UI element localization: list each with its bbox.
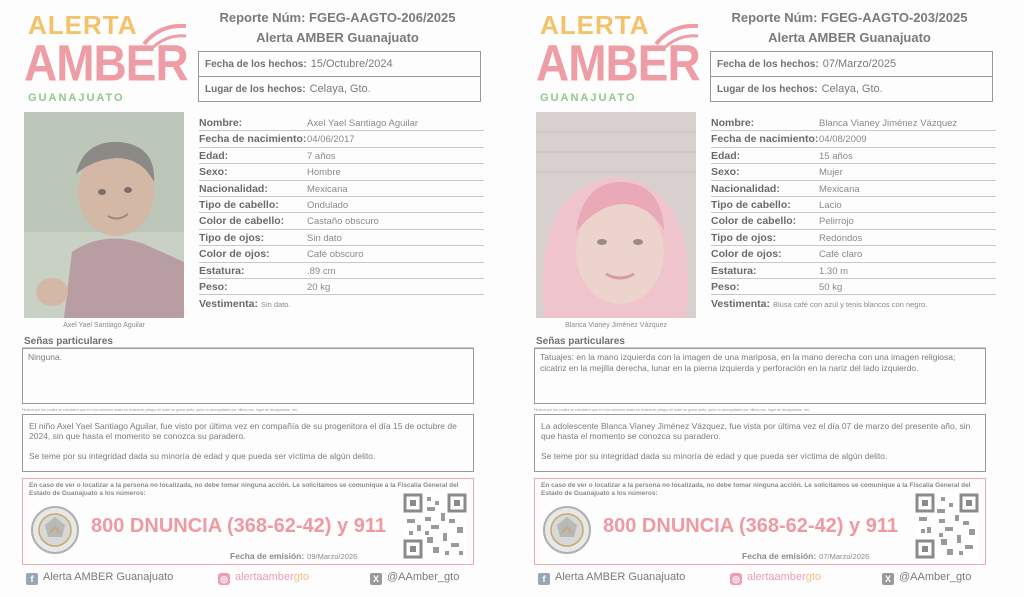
qr-code-icon[interactable] [915,493,979,559]
narrative-text: La adolescente Blanca Vianey Jiménez Vázquez, fue vista por última vez el día 07 de marzo del presente año, sin que hasta el momento se conozca su paradero. [541,421,971,441]
fine-print: Hechos por los cuales se considera que el o los menores están en inminente peligro de sufrir un grave daño, quien lo acompañaba por última vez, lugar de desaparición, etc. [22,408,299,412]
facts-box [710,51,993,102]
facts-box [198,51,481,102]
field-row: Tipo de cabello: Ondulado [199,197,484,213]
personal-data [711,115,996,295]
narrative-warning: Se teme por su integridad dada su minoría de edad y que pueda ser víctima de algún delito. [29,451,376,461]
alert-poster-blanca [512,0,1024,597]
field-row: Fecha de nacimiento: 04/06/2017 [199,131,484,147]
fecha-hechos-value: 15/Octubre/2024 [310,58,393,70]
senas-box: Ninguna. [22,348,474,404]
field-row: Peso: 20 kg [199,279,484,295]
field-row: Nacionalidad: Mexicana [711,181,996,197]
field-row: Tipo de cabello: Lacio [711,197,996,213]
program-title: Alerta AMBER Guanajuato [256,30,419,45]
instagram-icon: ◎ [730,573,742,585]
x-link[interactable]: X @AAmber_gto [370,571,459,585]
footer [22,567,482,589]
field-row: Tipo de ojos: Sin dato [199,230,484,246]
instagram-icon: ◎ [218,573,230,585]
lugar-value: Celaya, Gto. [309,83,371,95]
hotline-number: 800 DNUNCIA (368-62-42) y 911 [603,515,898,537]
narrative-text: El niño Axel Yael Santiago Aguilar, fue visto por última vez en compañía de su progenitora el día 15 de octubre de 2024, sin que hasta el momento se conozca su paradero. [29,421,457,441]
fecha-hechos-label: Fecha de los hechos: [717,59,819,70]
x-icon: X [370,573,382,585]
narrative-box [534,414,986,472]
x-icon: X [882,573,894,585]
emision-date: Fecha de emisión: 07/Marzo/2026 [742,551,870,561]
facebook-link[interactable]: f Alerta AMBER Guanajuato [26,571,173,585]
field-row: Estatura: .89 cm [199,263,484,279]
report-number: Reporte Núm: FGEG-AAGTO-206/2025 [219,10,456,25]
report-number: Reporte Núm: FGEG-AAGTO-203/2025 [731,10,968,25]
fine-print: Hechos por los cuales se considera que el o los menores están en inminente peligro de sufrir un grave daño, quien lo acompañaba por última vez, lugar de desaparición, etc. [534,408,811,412]
emision-date: Fecha de emisión: 09/Marzo/2026 [230,551,358,561]
facebook-icon: f [538,573,550,585]
field-row: Sexo: Hombre [199,164,484,180]
vestimenta: Vestimenta: Sin dato. [199,298,291,310]
field-row: Color de ojos: Café obscuro [199,246,484,262]
x-link[interactable]: X @AAmber_gto [882,571,971,585]
facebook-icon: f [26,573,38,585]
photo-caption: Blanca Vianey Jiménez Vázquez [565,322,667,329]
senas-box: Tatuajes: en la mano izquierda con la imagen de una mariposa, en la mano derecha con una imagen religiosa; cicatriz en la mejilla derecha, lunar en la pierna izquierda y perforación en la nariz del lado izquierdo. [534,348,986,404]
photo-caption: Axel Yael Santiago Aguilar [63,322,145,329]
field-row: Color de cabello: Pelirrojo [711,213,996,229]
footer [534,567,994,589]
field-row: Nacionalidad: Mexicana [199,181,484,197]
field-row: Estatura: 1.30 m [711,263,996,279]
instagram-link[interactable]: ◎ alertaambergto [730,571,821,585]
missing-person-photo [536,112,696,318]
senas-title: Señas particulares [24,336,113,347]
contact-box [534,478,986,565]
alerta-amber-logo: ALERTA AMBER GUANAJUATO [534,6,704,106]
field-row: Sexo: Mujer [711,164,996,180]
field-row: Edad: 15 años [711,148,996,164]
field-row: Fecha de nacimiento: 04/08/2009 [711,131,996,147]
fiscalia-seal-icon [30,503,80,557]
fecha-hechos-value: 07/Marzo/2025 [822,58,897,70]
contact-text: En caso de ver o localizar a la persona no localizada, no debe tomar ninguna acción. Le solicitamos se comunique a la Fiscalía General del Estado de Guanajuato a los números: [29,482,459,497]
field-row: Tipo de ojos: Redondos [711,230,996,246]
personal-data [199,115,484,295]
missing-person-photo [24,112,184,318]
field-row: Color de cabello: Castaño obscuro [199,213,484,229]
program-title: Alerta AMBER Guanajuato [768,30,931,45]
hotline-number: 800 DNUNCIA (368-62-42) y 911 [91,515,386,537]
field-row: Nombre: Blanca Vianey Jiménez Vázquez [711,115,996,131]
lugar-label: Lugar de los hechos: [717,84,818,95]
facebook-link[interactable]: f Alerta AMBER Guanajuato [538,571,685,585]
narrative-warning: Se teme por su integridad dada su minoría de edad y que pueda ser víctima de algún delito. [541,451,888,461]
field-row: Edad: 7 años [199,148,484,164]
fecha-hechos-label: Fecha de los hechos: [205,59,307,70]
senas-title: Señas particulares [536,336,625,347]
lugar-label: Lugar de los hechos: [205,84,306,95]
field-row: Nombre: Axel Yael Santiago Aguilar [199,115,484,131]
field-row: Color de ojos: Café claro [711,246,996,262]
contact-text: En caso de ver o localizar a la persona no localizada, no debe tomar ninguna acción. Le solicitamos se comunique a la Fiscalía General del Estado de Guanajuato a los números: [541,482,971,497]
instagram-link[interactable]: ◎ alertaambergto [218,571,309,585]
lugar-value: Celaya, Gto. [821,83,883,95]
field-row: Peso: 50 kg [711,279,996,295]
fiscalia-seal-icon [542,503,592,557]
vestimenta: Vestimenta: Blusa café con azul y tenis blancos con negro. [711,298,928,310]
contact-box [22,478,474,565]
alerta-amber-logo: ALERTA AMBER GUANAJUATO [22,6,192,106]
qr-code-icon[interactable] [403,493,467,559]
narrative-box [22,414,474,472]
